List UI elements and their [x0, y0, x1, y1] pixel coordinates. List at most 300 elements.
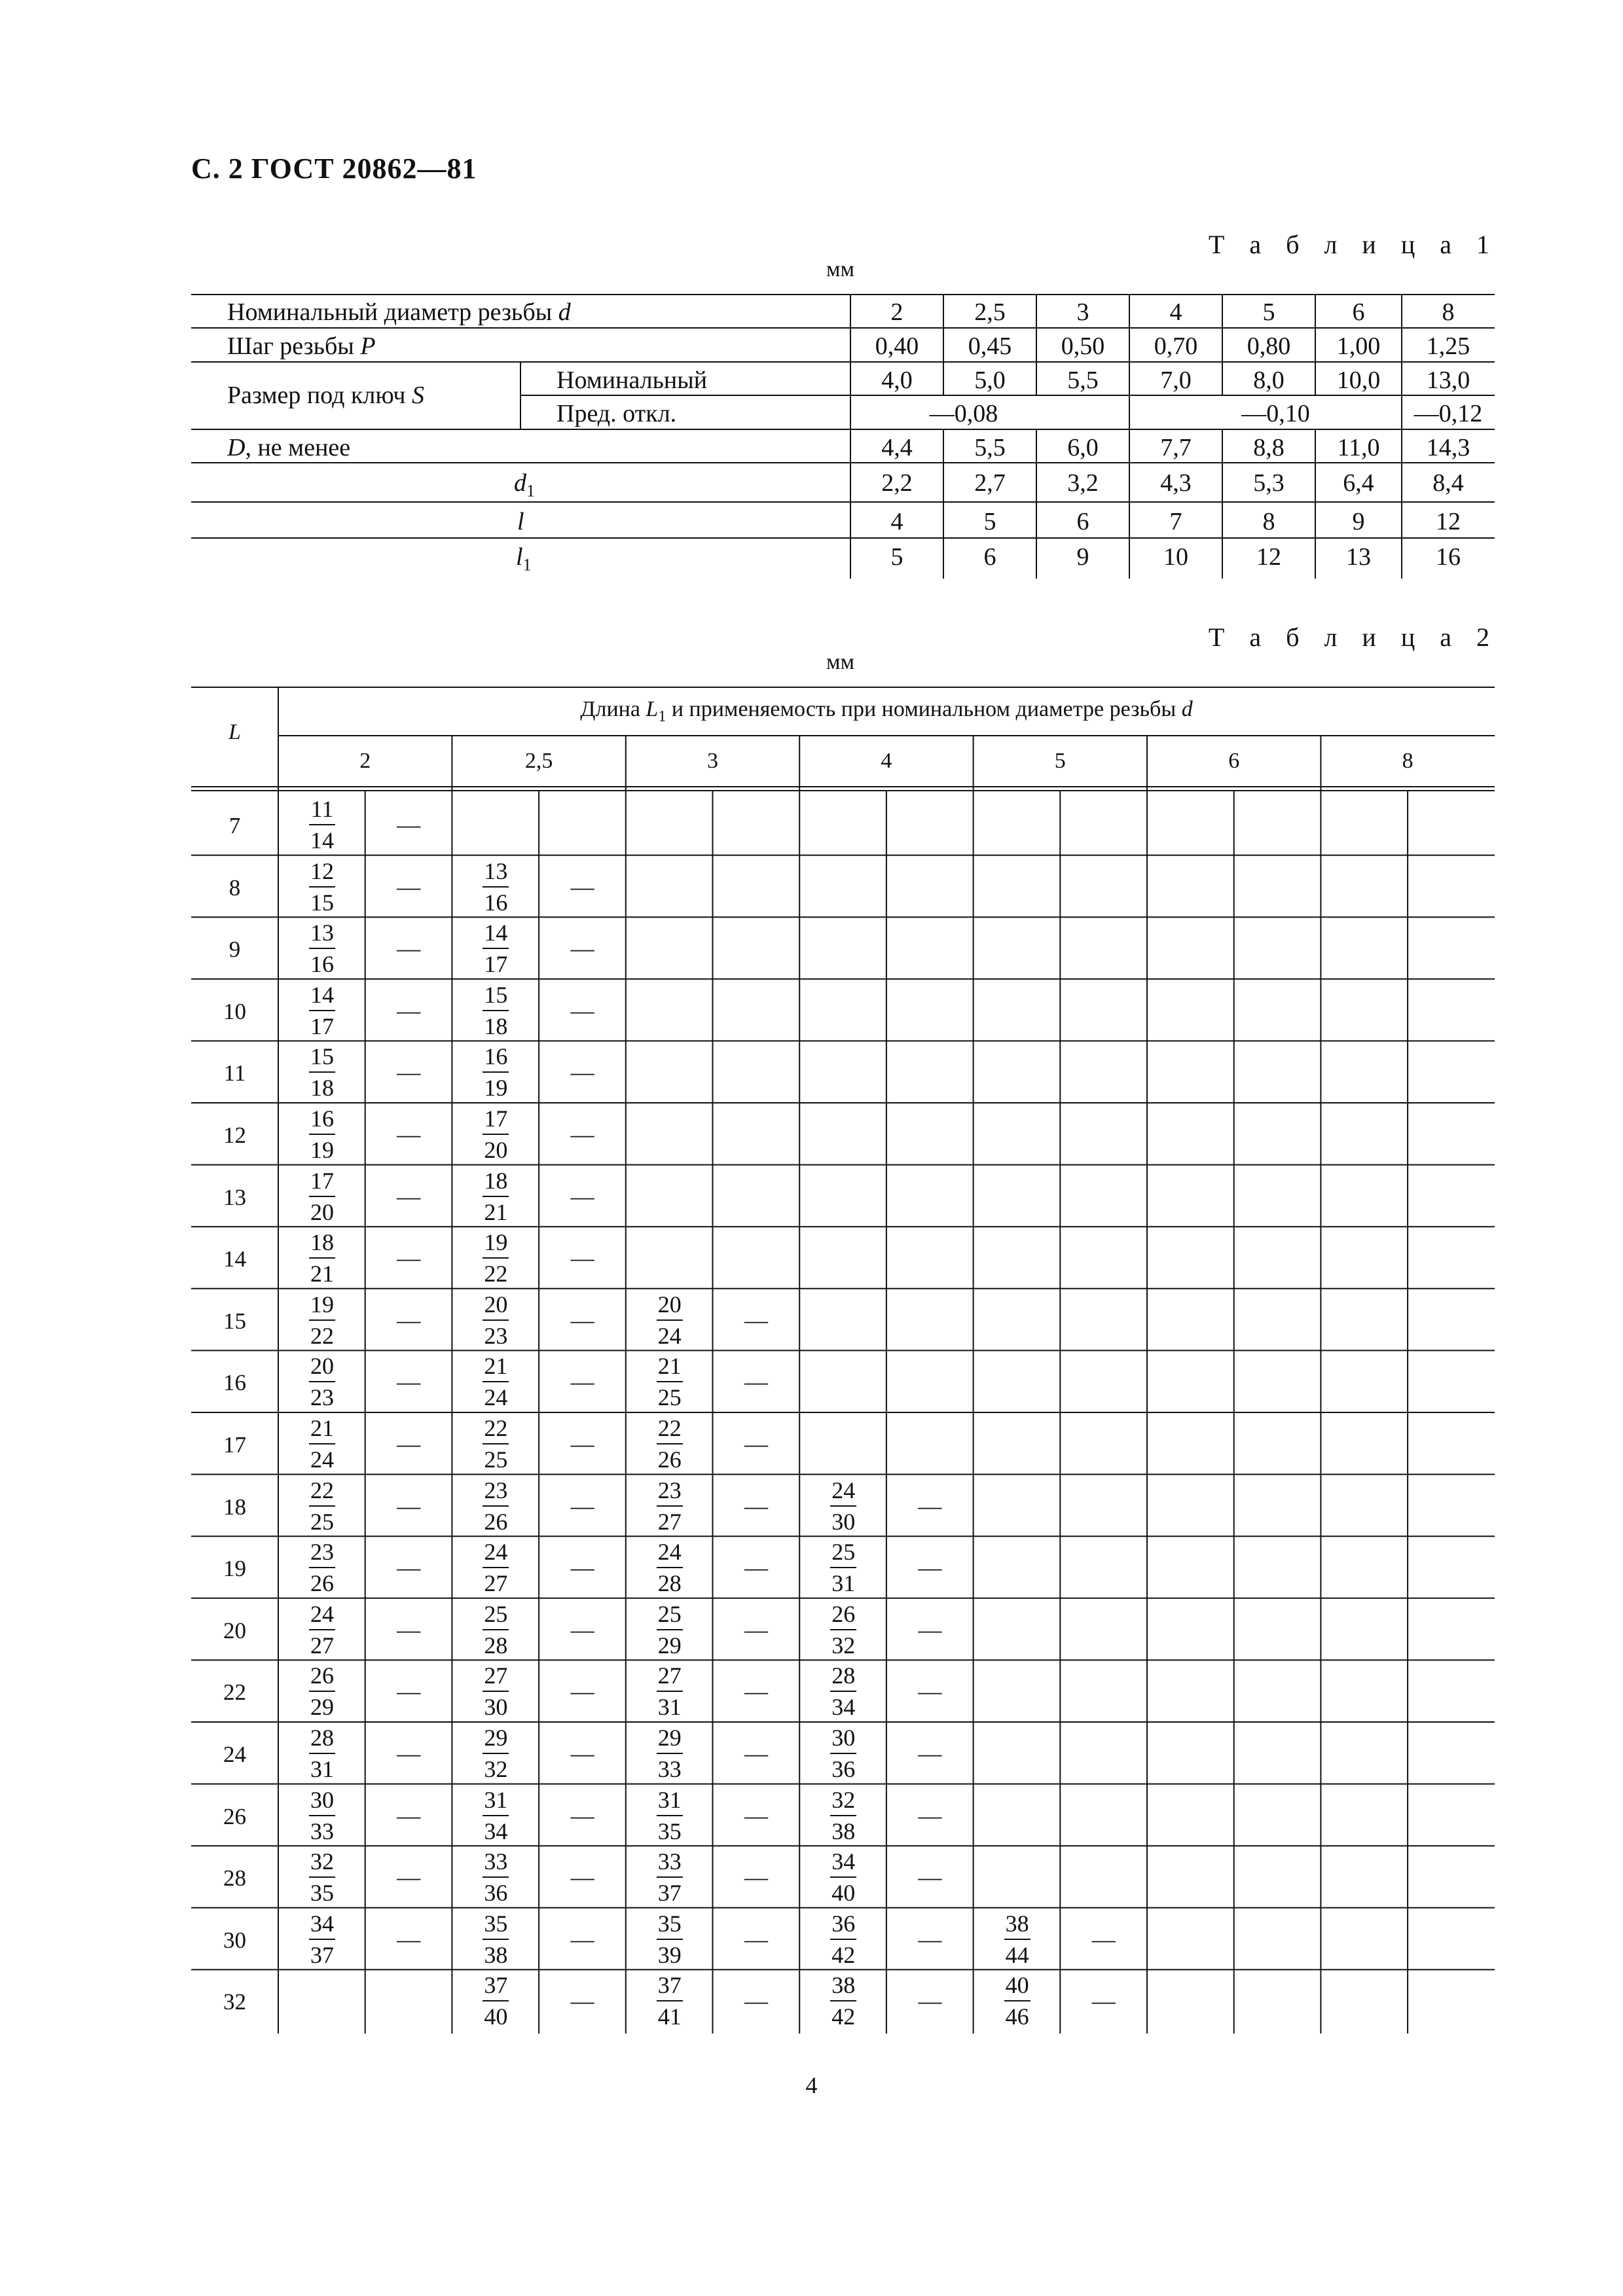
t2-fraction-bar: [657, 1691, 683, 1692]
t2-length-fraction: [453, 1104, 538, 1164]
t2-fraction-bar: [830, 1629, 856, 1630]
t2-fraction-bar: [309, 1134, 335, 1135]
t2-length-numerator: 26: [831, 1600, 856, 1627]
t1-pitch-value: 0,40: [875, 332, 919, 360]
t2-applicability-dash: —: [744, 1616, 768, 1643]
t2-length-denominator: 29: [310, 1694, 334, 1721]
t2-fraction-bar: [483, 1381, 509, 1382]
t1-pitch-value: 0,80: [1247, 332, 1291, 360]
t2-length-denominator: 16: [310, 951, 334, 978]
t1-D-value: 8,8: [1253, 434, 1285, 461]
t2-length-numerator: 14: [310, 981, 334, 1008]
t1-l-value: 8: [1262, 508, 1275, 535]
t2-length-fraction: [280, 1290, 365, 1350]
t2-fraction-bar: [483, 2000, 509, 2001]
t2-length-numerator: 34: [310, 1910, 334, 1937]
t2-length-fraction: [453, 1166, 538, 1227]
t2-applicability-dash: —: [570, 1864, 594, 1891]
t2-diameter-header: 2: [359, 749, 371, 773]
t2-row-L-value: 7: [228, 813, 241, 838]
t1-d1-value: 2,7: [974, 469, 1006, 497]
table1-caption: Т а б л и ц а 1: [1208, 230, 1499, 259]
t2-fraction-bar: [657, 1567, 683, 1568]
t2-length-fraction: [280, 1352, 365, 1412]
t2-length-fraction: [453, 1414, 538, 1474]
t2-length-denominator: 18: [484, 1013, 508, 1039]
t2-length-denominator: 34: [484, 1818, 508, 1844]
t2-length-denominator: 22: [310, 1322, 334, 1349]
t2-length-denominator: 26: [657, 1446, 682, 1473]
t2-fraction-bar: [1004, 1939, 1030, 1940]
t1-diameters-value: 6: [1352, 298, 1365, 326]
t2-fraction-bar: [657, 1876, 683, 1878]
t2-length-denominator: 23: [310, 1384, 334, 1411]
t2-length-fraction: [975, 1971, 1060, 2031]
t2-length-fraction: [627, 1476, 712, 1536]
t2-length-numerator: 21: [657, 1353, 682, 1380]
t1-D-value: 11,0: [1337, 434, 1380, 461]
t1-l1-value: 9: [1076, 543, 1089, 571]
t2-length-fraction: [627, 1847, 712, 1907]
t2-applicability-dash: —: [397, 1431, 421, 1457]
t2-length-numerator: 29: [484, 1725, 508, 1751]
t2-length-numerator: 23: [484, 1477, 508, 1503]
t2-fraction-bar: [657, 1443, 683, 1444]
t2-length-numerator: 37: [657, 1972, 682, 1999]
t2-length-numerator: 12: [310, 857, 334, 884]
t2-length-fraction: [627, 1290, 712, 1350]
t1-pitch-value: 0,50: [1061, 332, 1105, 360]
t2-applicability-dash: —: [397, 1926, 421, 1952]
t2-applicability-dash: —: [744, 1306, 768, 1333]
t2-fraction-bar: [309, 824, 335, 825]
t2-length-fraction: [801, 1971, 886, 2031]
t2-length-numerator: 37: [484, 1972, 508, 1999]
t2-fraction-bar: [309, 1753, 335, 1754]
t2-applicability-dash: —: [570, 1183, 594, 1210]
t2-fraction-bar: [830, 1753, 856, 1754]
t2-length-denominator: 27: [310, 1632, 334, 1659]
t2-length-denominator: 15: [310, 889, 334, 916]
t2-length-numerator: 16: [310, 1105, 334, 1132]
t2-fraction-bar: [309, 1071, 335, 1073]
t2-applicability-dash: —: [918, 1492, 942, 1519]
t2-fraction-bar: [309, 1505, 335, 1507]
t1-tolerance-value: —0,12: [1413, 400, 1483, 427]
t2-fraction-bar: [830, 1505, 856, 1507]
t2-length-numerator: 18: [484, 1167, 508, 1194]
t2-length-fraction: [280, 1042, 365, 1102]
t2-length-fraction: [627, 1723, 712, 1784]
t2-length-denominator: 16: [484, 889, 508, 916]
t2-length-numerator: 31: [657, 1786, 682, 1813]
t2-length-fraction: [975, 1909, 1060, 1969]
t1-l-value: 9: [1352, 508, 1365, 535]
t2-applicability-dash: —: [744, 1926, 768, 1952]
t2-fraction-bar: [830, 2000, 856, 2001]
t2-length-numerator: 22: [484, 1415, 508, 1441]
t2-fraction-bar: [309, 1629, 335, 1630]
t1-l1-value: 6: [983, 543, 996, 571]
t2-length-fraction: [453, 1723, 538, 1784]
t1-diameters-value: 3: [1076, 298, 1089, 326]
t2-fraction-bar: [483, 1505, 509, 1507]
t2-length-numerator: 14: [484, 920, 508, 946]
t2-fraction-bar: [830, 1939, 856, 1940]
t2-length-fraction: [280, 795, 365, 855]
t2-length-fraction: [801, 1661, 886, 1721]
t2-fraction-bar: [657, 1629, 683, 1630]
t2-fraction-bar: [483, 1319, 509, 1321]
t2-length-numerator: 15: [310, 1043, 334, 1070]
t1-d1-label: $d_1$: [514, 469, 535, 501]
t2-applicability-dash: —: [397, 935, 421, 962]
t2-length-denominator: 35: [310, 1880, 334, 1907]
t2-applicability-dash: —: [744, 1678, 768, 1705]
t2-length-numerator: 38: [1005, 1910, 1029, 1937]
t2-length-fraction: [453, 1290, 538, 1350]
t2-fraction-bar: [657, 1939, 683, 1940]
t2-diameter-header: 3: [706, 749, 718, 773]
table2-caption: Т а б л и ц а 2: [1208, 622, 1499, 652]
t2-length-denominator: 20: [484, 1137, 508, 1163]
t2-length-denominator: 21: [310, 1261, 334, 1287]
t2-length-fraction: [627, 1352, 712, 1412]
t2-length-denominator: 42: [831, 1941, 856, 1968]
t2-fraction-bar: [483, 1567, 509, 1568]
t2-row-L-value: 22: [223, 1679, 246, 1706]
t2-applicability-dash: —: [397, 1492, 421, 1519]
t1-D-value: 5,5: [974, 434, 1006, 461]
t2-length-numerator: 32: [310, 1848, 334, 1875]
t2-length-denominator: 28: [484, 1632, 508, 1659]
t2-applicability-dash: —: [397, 1616, 421, 1643]
t2-fraction-bar: [830, 1815, 856, 1816]
t1-D-value: 7,7: [1160, 434, 1192, 461]
t2-length-fraction: [453, 1661, 538, 1721]
t2-length-fraction: [627, 1661, 712, 1721]
t2-applicability-dash: —: [918, 1864, 942, 1891]
t1-D-value: 14,3: [1426, 434, 1470, 461]
t2-length-denominator: 25: [310, 1508, 334, 1535]
t2-length-denominator: 46: [1005, 2003, 1029, 2030]
t2-length-denominator: 34: [831, 1694, 856, 1721]
t2-length-denominator: 19: [310, 1137, 334, 1163]
t2-applicability-dash: —: [570, 1740, 594, 1767]
t2-length-numerator: 23: [310, 1539, 334, 1566]
t2-length-numerator: 25: [831, 1539, 856, 1566]
t1-diameters-value: 8: [1442, 298, 1455, 326]
t2-length-fraction: [453, 1042, 538, 1102]
t2-length-denominator: 30: [831, 1508, 856, 1535]
t2-length-numerator: 13: [484, 857, 508, 884]
t2-fraction-bar: [309, 1319, 335, 1321]
t2-length-fraction: [280, 1847, 365, 1907]
t2-length-numerator: 27: [484, 1662, 508, 1689]
t2-length-numerator: 33: [484, 1848, 508, 1875]
t1-pitch-value: 0,70: [1154, 332, 1198, 360]
t2-fraction-bar: [657, 1815, 683, 1816]
t1-wrench-nominal-value: 5,0: [974, 367, 1006, 394]
t2-applicability-dash: —: [570, 1431, 594, 1457]
t2-fraction-bar: [309, 1196, 335, 1197]
t2-length-numerator: 28: [831, 1662, 856, 1689]
t2-row-L-value: 13: [223, 1184, 246, 1210]
t1-l1-value: 10: [1163, 543, 1188, 571]
t2-length-numerator: 34: [831, 1848, 856, 1875]
t2-length-fraction: [280, 1414, 365, 1474]
t2-length-denominator: 30: [484, 1694, 508, 1721]
t2-applicability-dash: —: [1091, 1988, 1116, 2015]
t2-length-denominator: 32: [484, 1756, 508, 1782]
t2-length-denominator: 17: [484, 951, 508, 978]
t1-l1-value: 13: [1346, 543, 1371, 571]
t1-l1-value: 16: [1436, 543, 1461, 571]
t2-length-denominator: 26: [310, 1570, 334, 1597]
t2-length-numerator: 21: [484, 1353, 508, 1380]
t2-fraction-bar: [309, 1815, 335, 1816]
t2-fraction-bar: [483, 886, 509, 888]
t2-length-denominator: 36: [484, 1880, 508, 1907]
t1-D-label: D, не менее: [227, 434, 351, 461]
t2-length-numerator: 27: [657, 1662, 682, 1689]
t2-length-fraction: [453, 1847, 538, 1907]
t1-diameters-value: 2: [890, 298, 903, 326]
t2-fraction-bar: [309, 1257, 335, 1259]
t2-length-fraction: [801, 1476, 886, 1536]
t2-length-numerator: 20: [484, 1291, 508, 1318]
t2-applicability-dash: —: [570, 997, 594, 1024]
t2-applicability-dash: —: [397, 1245, 421, 1272]
t2-length-numerator: 23: [657, 1477, 682, 1503]
t2-fraction-bar: [657, 1753, 683, 1754]
t2-length-numerator: 36: [831, 1910, 856, 1937]
t2-length-denominator: 41: [657, 2003, 682, 2030]
t2-applicability-dash: —: [570, 1926, 594, 1952]
t2-length-denominator: 25: [484, 1446, 508, 1473]
t1-l-value: 7: [1169, 508, 1182, 535]
t2-row-L-value: 16: [223, 1370, 246, 1396]
t2-applicability-dash: —: [397, 1554, 421, 1581]
t2-fraction-bar: [657, 1319, 683, 1321]
t2-length-denominator: 40: [484, 2003, 508, 2030]
t2-length-numerator: 22: [310, 1477, 334, 1503]
t2-fraction-bar: [1004, 2000, 1030, 2001]
t2-length-fraction: [627, 1909, 712, 1969]
t2-length-numerator: 26: [310, 1662, 334, 1689]
t2-length-fraction: [280, 1600, 365, 1660]
t2-diameter-header: 5: [1054, 749, 1066, 773]
t2-length-denominator: 33: [310, 1818, 334, 1844]
t2-length-denominator: 17: [310, 1013, 334, 1039]
t2-length-numerator: 22: [657, 1415, 682, 1441]
t2-fraction-bar: [483, 1939, 509, 1940]
t2-row-L-value: 24: [223, 1742, 246, 1767]
t2-length-fraction: [801, 1847, 886, 1907]
t2-length-fraction: [801, 1723, 886, 1784]
t2-applicability-dash: —: [918, 1926, 942, 1952]
t1-diameters-value: 4: [1169, 298, 1182, 326]
t2-fraction-bar: [657, 1505, 683, 1507]
t2-fraction-bar: [830, 1691, 856, 1692]
t2-diameter-header: 6: [1228, 749, 1240, 773]
t2-length-denominator: 39: [657, 1941, 682, 1968]
t2-fraction-bar: [483, 1196, 509, 1197]
t2-length-fraction: [280, 857, 365, 917]
t2-diameter-header: 4: [881, 749, 892, 773]
t1-d1-value: 8,4: [1432, 469, 1464, 497]
t2-applicability-dash: —: [744, 1431, 768, 1457]
t2-length-fraction: [801, 1909, 886, 1969]
t1-tolerance-value: —0,10: [1241, 400, 1310, 427]
t2-length-denominator: 23: [484, 1322, 508, 1349]
t2-fraction-bar: [309, 1381, 335, 1382]
t2-fraction-bar: [309, 1691, 335, 1692]
t2-applicability-dash: —: [570, 1306, 594, 1333]
t2-applicability-dash: —: [918, 1678, 942, 1705]
t2-length-denominator: 31: [657, 1694, 682, 1721]
t2-applicability-dash: —: [744, 1864, 768, 1891]
t2-length-denominator: 26: [484, 1508, 508, 1535]
t2-fraction-bar: [309, 1939, 335, 1940]
t2-length-denominator: 32: [831, 1632, 856, 1659]
t1-l1-label: $l_1$: [516, 543, 532, 575]
t2-applicability-dash: —: [570, 1121, 594, 1147]
t2-length-numerator: 16: [484, 1043, 508, 1070]
t2-length-numerator: 25: [657, 1600, 682, 1627]
t2-applicability-dash: —: [744, 1554, 768, 1581]
t1-l-value: 5: [983, 508, 996, 535]
t2-applicability-dash: —: [397, 997, 421, 1024]
t2-length-denominator: 24: [657, 1322, 682, 1349]
t2-fraction-bar: [657, 1381, 683, 1382]
t2-row-L-value: 19: [223, 1556, 246, 1582]
t2-applicability-dash: —: [570, 1059, 594, 1086]
t2-length-fraction: [280, 1166, 365, 1227]
t2-length-fraction: [627, 1537, 712, 1598]
t2-length-fraction: [453, 980, 538, 1041]
t1-pitch-label: Шаг резьбы P: [227, 332, 376, 360]
t1-l1-value: 12: [1256, 543, 1281, 571]
t2-length-numerator: 28: [310, 1725, 334, 1751]
t2-applicability-dash: —: [918, 1802, 942, 1829]
t2-row-L-value: 28: [223, 1865, 246, 1892]
t2-row-L-value: 10: [223, 998, 246, 1024]
t1-d1-value: 2,2: [881, 469, 913, 497]
t2-applicability-dash: —: [744, 1492, 768, 1519]
t2-length-numerator: 17: [484, 1105, 508, 1132]
t2-length-numerator: 25: [484, 1600, 508, 1627]
t2-applicability-dash: —: [397, 1121, 421, 1147]
t2-length-numerator: 19: [310, 1291, 334, 1318]
t2-length-denominator: 27: [657, 1508, 682, 1535]
t2-fraction-bar: [483, 1815, 509, 1816]
t2-fraction-bar: [483, 1876, 509, 1878]
t2-length-denominator: 31: [310, 1756, 334, 1782]
t2-length-denominator: 20: [310, 1198, 334, 1225]
t2-length-fraction: [801, 1600, 886, 1660]
t1-tolerance-label: Пред. откл.: [556, 400, 677, 427]
t2-length-numerator: 32: [831, 1786, 856, 1813]
t1-d1-value: 5,3: [1253, 469, 1285, 497]
t1-pitch-value: 1,00: [1336, 332, 1381, 360]
t1-wrench-nominal-value: 8,0: [1253, 367, 1285, 394]
t2-length-numerator: 18: [310, 1229, 334, 1256]
t2-length-denominator: 38: [484, 1941, 508, 1968]
t2-length-numerator: 29: [657, 1725, 682, 1751]
t1-l-value: 6: [1076, 508, 1089, 535]
t1-wrench-nominal-value: 10,0: [1336, 367, 1381, 394]
t2-applicability-dash: —: [397, 873, 421, 900]
t2-applicability-dash: —: [397, 1678, 421, 1705]
t2-row-L-value: 20: [223, 1617, 246, 1643]
t2-applicability-dash: —: [744, 1802, 768, 1829]
t2-length-fraction: [627, 1785, 712, 1846]
t2-length-denominator: 44: [1005, 1941, 1029, 1968]
t2-fraction-bar: [483, 1010, 509, 1011]
t2-row-L-value: 26: [223, 1803, 246, 1829]
t2-length-fraction: [453, 857, 538, 917]
t2-applicability-dash: —: [570, 1988, 594, 2015]
t2-length-numerator: 30: [831, 1725, 856, 1751]
t1-l1-value: 5: [890, 543, 903, 571]
page-header: С. 2 ГОСТ 20862—81: [191, 152, 477, 185]
t2-fraction-bar: [483, 948, 509, 949]
t2-length-denominator: 31: [831, 1570, 856, 1597]
t2-length-fraction: [801, 1785, 886, 1846]
t2-length-numerator: 38: [831, 1972, 856, 1999]
t2-diameter-header: 8: [1402, 749, 1413, 773]
t2-length-denominator: 33: [657, 1756, 682, 1782]
t2-length-fraction: [280, 1909, 365, 1969]
t2-length-fraction: [453, 1785, 538, 1846]
t2-length-denominator: 14: [310, 827, 334, 853]
table1-units: мм: [826, 257, 855, 281]
t1-l-value: 4: [890, 508, 903, 535]
t2-length-numerator: 15: [484, 981, 508, 1008]
t2-length-denominator: 42: [831, 2003, 856, 2030]
t2-fraction-bar: [483, 1257, 509, 1259]
t2-length-numerator: 30: [310, 1786, 334, 1813]
t2-row-L-value: 32: [223, 1989, 246, 2015]
t2-length-numerator: 40: [1005, 1972, 1029, 1999]
t2-length-fraction: [280, 1785, 365, 1846]
t2-applicability-dash: —: [397, 1059, 421, 1086]
t2-length-numerator: 17: [310, 1167, 334, 1194]
t2-length-fraction: [280, 1661, 365, 1721]
t2-main-header: Длина $L_1$ и применяемость при номинальном диаметре резьбы d: [580, 697, 1193, 725]
t2-fraction-bar: [309, 1010, 335, 1011]
t2-length-numerator: 20: [657, 1291, 682, 1318]
t2-length-numerator: 33: [657, 1848, 682, 1875]
t1-l-label: l: [517, 508, 524, 535]
t1-tolerance-value: —0,08: [929, 400, 998, 427]
t2-length-numerator: 19: [484, 1229, 508, 1256]
t2-length-denominator: 22: [484, 1261, 508, 1287]
t2-fraction-bar: [309, 948, 335, 949]
t2-applicability-dash: —: [1091, 1926, 1116, 1952]
t2-applicability-dash: —: [918, 1740, 942, 1767]
t2-fraction-bar: [657, 2000, 683, 2001]
table2-units: мм: [826, 650, 855, 674]
t1-diameters-value: 2,5: [974, 298, 1006, 326]
t2-length-denominator: 38: [831, 1818, 856, 1844]
t2-fraction-bar: [483, 1071, 509, 1073]
t1-l-value: 12: [1436, 508, 1461, 535]
t2-length-fraction: [453, 918, 538, 978]
t2-length-numerator: 35: [484, 1910, 508, 1937]
t1-pitch-value: 0,45: [968, 332, 1012, 360]
